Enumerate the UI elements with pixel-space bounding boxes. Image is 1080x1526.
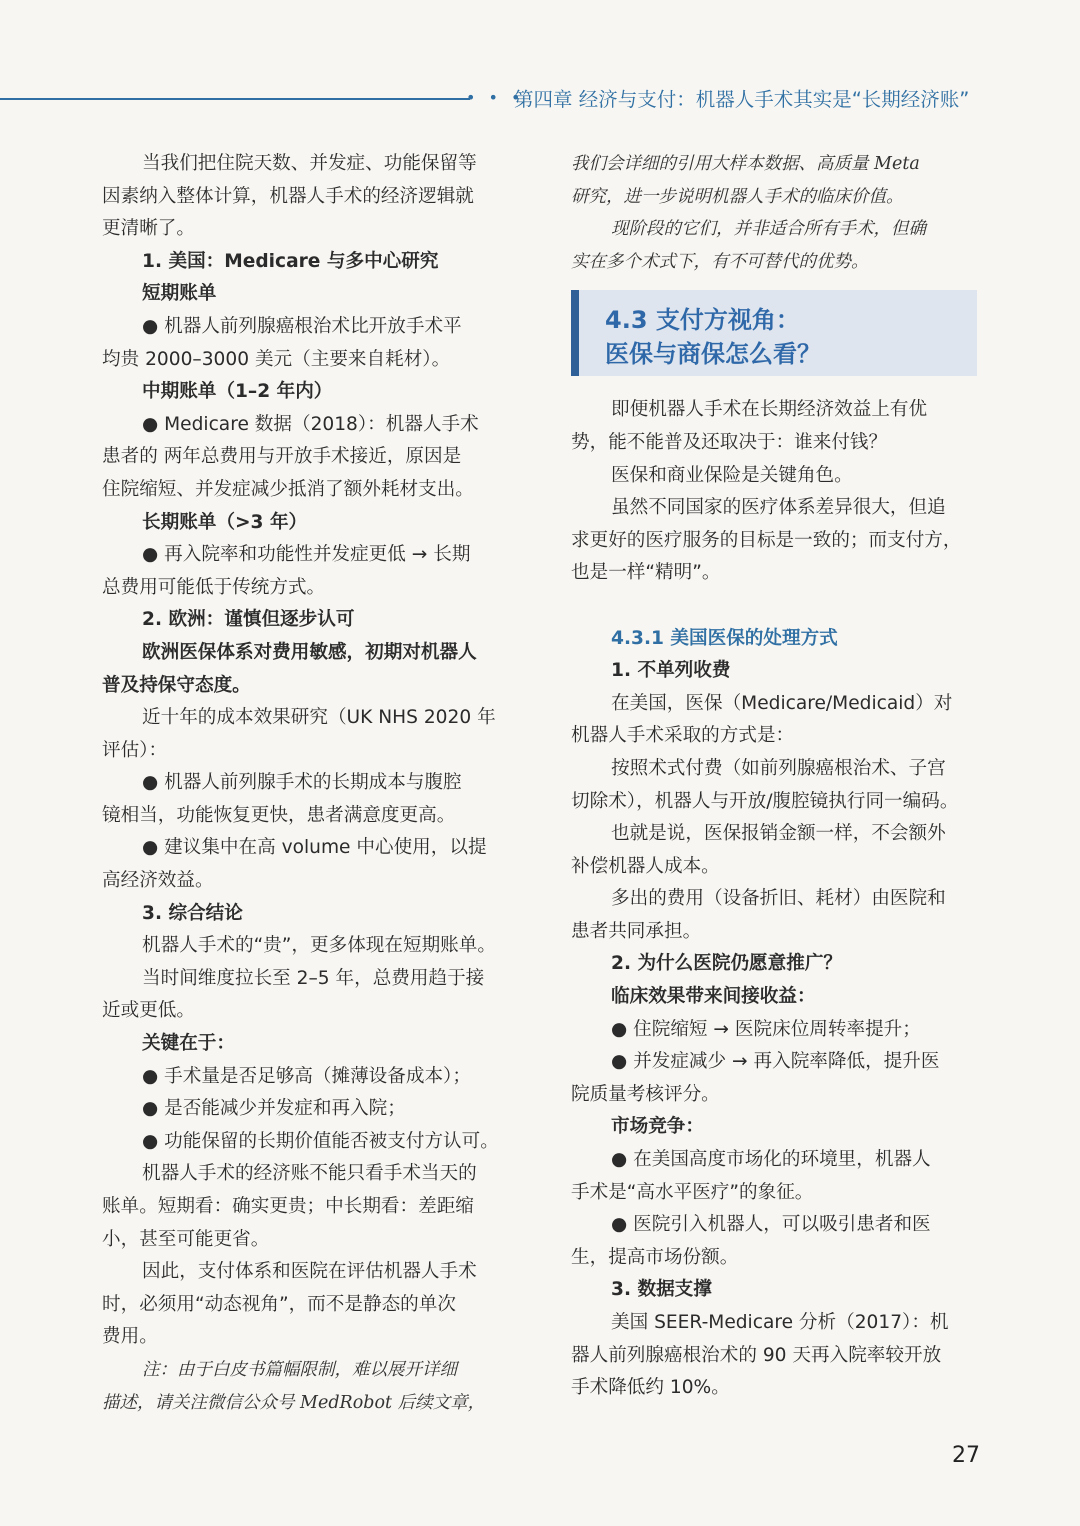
text-line: 按照术式付费（如前列腺癌根治术、子宫 <box>611 757 946 779</box>
text-line: 4.3.1 美国医保的处理方式 <box>611 627 838 649</box>
text-line: 3. 综合结论 <box>142 902 243 924</box>
text-line: 更清晰了。 <box>102 218 195 240</box>
text-line: ● 机器人前列腺手术的长期成本与腹腔 <box>142 772 462 794</box>
text-line: 手术降低约 10%。 <box>571 1377 730 1399</box>
text-line: 实在多个术式下，有不可替代的优势。 <box>571 251 869 272</box>
text-line: 住院缩短、并发症减少抵消了额外耗材支出。 <box>102 478 474 500</box>
text-line: 费用。 <box>102 1326 158 1348</box>
text-line: 近十年的成本效果研究（UK NHS 2020 年 <box>142 707 496 729</box>
text-line: ● 手术量是否足够高（摊薄设备成本）； <box>142 1065 471 1087</box>
text-line: 我们会详细的引用大样本数据、高质量 Meta <box>571 154 920 174</box>
text-line: 现阶段的它们，并非适合所有手术，但确 <box>611 219 926 240</box>
text-line: 在美国，医保（Medicare/Medicaid）对 <box>611 692 953 714</box>
text-line: 中期账单（1–2 年内） <box>142 381 333 403</box>
text-line: 小，甚至可能更省。 <box>102 1228 270 1250</box>
chapter-title: 第四章 经济与支付：机器人手术其实是“长期经济账” <box>514 88 970 111</box>
text-line: 势，能不能普及还取决于：谁来付钱？ <box>571 431 888 453</box>
text-line: 时，必须用“动态视角”，而不是静态的单次 <box>102 1293 456 1315</box>
text-line: ● 医院引入机器人，可以吸引患者和医 <box>611 1214 931 1236</box>
text-line: 患者共同承担。 <box>571 920 702 942</box>
text-line: 也是一样“精明”。 <box>571 562 721 584</box>
text-line: 3. 数据支撑 <box>611 1279 712 1301</box>
text-line: 美国 SEER-Medicare 分析（2017）：机 <box>611 1312 949 1333</box>
left-column <box>102 148 510 1419</box>
text-line: 长期账单（>3 年） <box>142 511 308 533</box>
text-line: 因此，支付体系和医院在评估机器人手术 <box>142 1261 477 1283</box>
text-line: 镜相当，功能恢复更快，患者满意度更高。 <box>102 804 456 826</box>
section-heading-line-2: 医保与商保怎么看？ <box>605 340 821 369</box>
header-rule <box>0 98 470 100</box>
text-line: 1. 美国：Medicare 与多中心研究 <box>142 250 439 272</box>
text-line: 描述，请关注微信公众号 MedRobot 后续文章， <box>102 1392 486 1413</box>
right-column <box>571 148 977 1405</box>
text-line: 患者的 两年总费用与开放手术接近，原因是 <box>102 446 462 468</box>
text-line: ● 机器人前列腺癌根治术比开放手术平 <box>142 315 462 337</box>
text-line: 当我们把住院天数、并发症、功能保留等 <box>142 153 477 174</box>
text-line: 手术是“高水平医疗”的象征。 <box>571 1181 814 1203</box>
text-line: 评估）： <box>102 739 168 761</box>
text-line: 临床效果带来间接收益： <box>611 986 816 1008</box>
text-line: 当时间维度拉长至 2–5 年，总费用趋于接 <box>142 967 485 989</box>
text-line: 注：由于白皮书篇幅限制，难以展开详细 <box>142 1359 457 1380</box>
text-line: 也就是说，医保报销金额一样，不会额外 <box>611 823 946 845</box>
text-line: 近或更低。 <box>102 1000 195 1022</box>
text-line: 器人前列腺癌根治术的 90 天再入院率较开放 <box>571 1344 942 1366</box>
text-line: 普及持保守态度。 <box>102 674 251 696</box>
text-line: 短期账单 <box>142 283 217 305</box>
text-line: 总费用可能低于传统方式。 <box>102 576 326 598</box>
text-line: 关键在于： <box>142 1033 235 1055</box>
text-line: 研究，进一步说明机器人手术的临床价值。 <box>571 186 904 207</box>
text-line: ● 住院缩短 → 医院床位周转率提升； <box>611 1018 921 1040</box>
text-line: 1. 不单列收费 <box>611 660 731 682</box>
section-heading-box <box>571 290 977 376</box>
text-line: 2. 为什么医院仍愿意推广？ <box>611 953 843 975</box>
text-line: ● 在美国高度市场化的环境里，机器人 <box>611 1149 931 1171</box>
text-line: ● 并发症减少 → 再入院率降低，提升医 <box>611 1051 940 1073</box>
text-line: 欧洲医保体系对费用敏感，初期对机器人 <box>142 641 477 663</box>
text-line: 机器人手术的“贵”，更多体现在短期账单。 <box>142 935 496 957</box>
text-line: ● 建议集中在高 volume 中心使用，以提 <box>142 837 487 859</box>
header-dots: • • • <box>466 88 525 107</box>
page-number: 27 <box>952 1443 980 1468</box>
text-line: 求更好的医疗服务的目标是一致的；而支付方， <box>571 529 962 551</box>
text-line: 医保和商业保险是关键角色。 <box>611 464 853 486</box>
text-line <box>571 590 977 623</box>
text-line: ● 再入院率和功能性并发症更低 → 长期 <box>142 544 471 566</box>
text-line: ● 是否能减少并发症和再入院； <box>142 1098 406 1120</box>
text-line: 机器人手术采取的方式是： <box>571 725 795 747</box>
text-line: 补偿机器人成本。 <box>571 855 720 877</box>
text-line: 机器人手术的经济账不能只看手术当天的 <box>142 1163 477 1185</box>
text-line: 虽然不同国家的医疗体系差异很大，但追 <box>611 497 946 519</box>
text-line: 账单。短期看：确实更贵；中长期看：差距缩 <box>102 1196 474 1217</box>
text-line: 因素纳入整体计算，机器人手术的经济逻辑就 <box>102 185 474 207</box>
text-line: ● 功能保留的长期价值能否被支付方认可。 <box>142 1130 499 1152</box>
text-line: ● Medicare 数据（2018）：机器人手术 <box>142 413 479 435</box>
text-line: 均贵 2000–3000 美元（主要来自耗材）。 <box>102 348 451 370</box>
text-line: 2. 欧洲：谨慎但逐步认可 <box>142 609 355 631</box>
section-heading-line-1: 4.3 支付方视角： <box>605 306 800 335</box>
text-line: 生，提高市场份额。 <box>571 1246 739 1268</box>
text-line: 院质量考核评分。 <box>571 1083 720 1105</box>
text-line: 多出的费用（设备折旧、耗材）由医院和 <box>611 888 946 910</box>
text-line: 市场竞争： <box>611 1116 704 1138</box>
text-line: 高经济效益。 <box>102 870 214 892</box>
text-line: 即便机器人手术在长期经济效益上有优 <box>611 399 928 421</box>
text-line: 切除术），机器人与开放/腹腔镜执行同一编码。 <box>571 790 959 812</box>
